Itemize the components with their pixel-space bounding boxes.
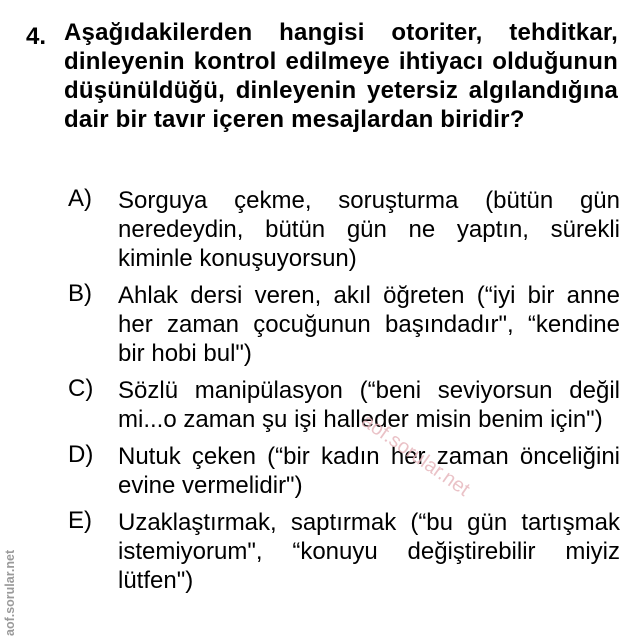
option-letter: E) [68, 507, 92, 534]
option-c[interactable] [68, 376, 620, 434]
option-letter: B) [68, 280, 92, 307]
question-number: 4. [26, 23, 47, 50]
option-b[interactable] [68, 281, 620, 368]
watermark-side: aof.sorular.net [3, 549, 17, 636]
answer-options [68, 186, 620, 603]
option-text: Nutuk çeken (“bir kadın her zaman önceliğini evine vermelidir") [118, 443, 620, 499]
option-text: Ahlak dersi veren, akıl öğreten (“iyi bir anne her zaman çocuğunun başındadır", “kendine bir hobi bul") [118, 282, 620, 367]
option-text: Sorguya çekme, soruşturma (bütün gün neredeydin, bütün gün ne yaptın, sürekli kiminle konuşuyorsun) [118, 187, 620, 272]
option-letter: C) [68, 375, 94, 402]
question-text: Aşağıdakilerden hangisi otoriter, tehditkar, dinleyenin kontrol edilmeye ihtiyacı olduğunun düşünüldüğü, dinleyenin yetersiz algılandığına dair bir tavır içeren mesajlardan biridir? [64, 19, 618, 133]
option-a[interactable] [68, 186, 620, 273]
option-d[interactable] [68, 442, 620, 500]
option-e[interactable] [68, 508, 620, 595]
option-letter: A) [68, 185, 92, 212]
option-text: Sözlü manipülasyon (“beni seviyorsun değil mi...o zaman şu işi halleder misin benim için") [118, 377, 620, 433]
watermark-diagonal: aof.sorular.net [357, 410, 474, 501]
question-block [26, 18, 618, 134]
option-text: Uzaklaştırmak, saptırmak (“bu gün tartışmak istemiyorum", “konuyu değiştirebilir miyiz lütfen") [118, 509, 620, 594]
option-letter: D) [68, 441, 94, 468]
